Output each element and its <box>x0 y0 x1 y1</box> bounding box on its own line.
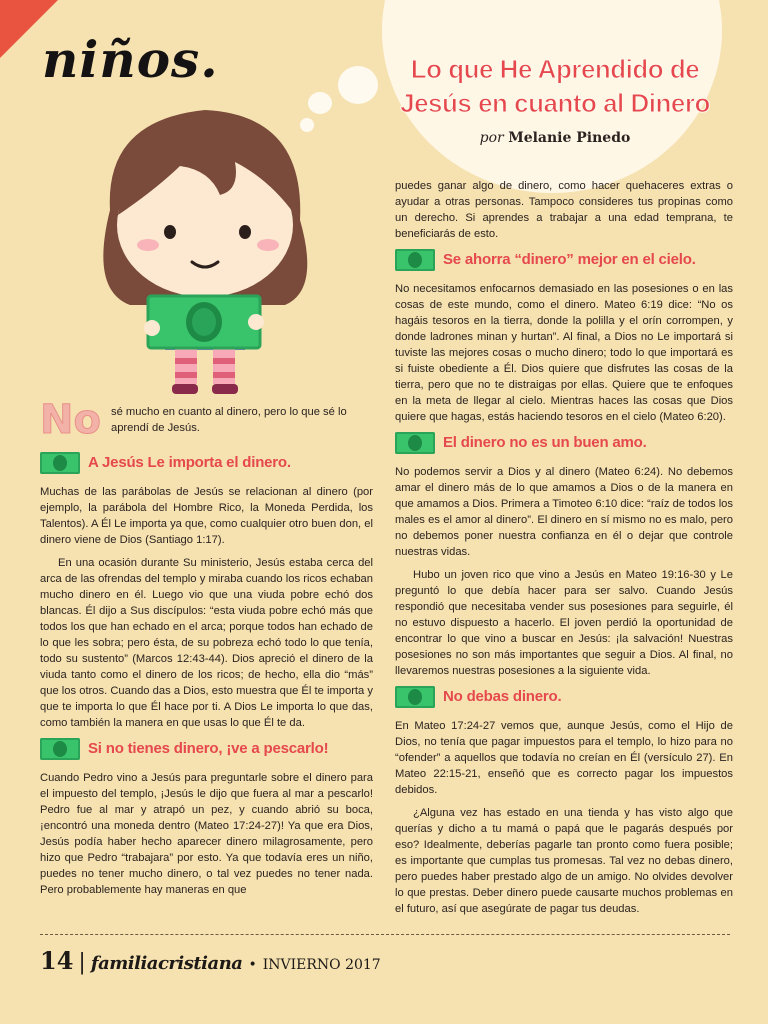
heading-1-text: A Jesús Le importa el dinero. <box>88 454 291 471</box>
issue-label: INVIERNO 2017 <box>262 957 381 973</box>
heading-5-text: No debas dinero. <box>443 688 562 705</box>
footer-dot: • <box>248 957 257 973</box>
paragraph: Muchas de las parábolas de Jesús se relacionan al dinero (por ejemplo, la parábola del Hombre Rico, la Moneda Perdida, los Talentos). A Él Le importa ya que, como cualquier otro buen don, el dinero viene de Dios (Santiago 1:17). <box>40 486 373 546</box>
byline <box>395 130 715 146</box>
paragraph: Cuando Pedro vino a Jesús para preguntarle sobre el dinero para el impuesto del templo, ¡Jesús le dijo que fuera al mar a pescarlo! Pedro fue al mar y atrapó un pez, y cuando abrió su boca, ¡encontró una moneda dentro (Mateo 17:24-27)! Ya que era Dios, Jesús podía haber hecho aparecer dinero milagrosamente, pero hizo que Pedro “trabajara” por esto. Ya que todavía eres un niño, puedes no tener mucho dinero, o tal vez puedes no tener nada. Pero probablemente hay maneras en que <box>40 772 373 896</box>
intro <box>40 397 373 443</box>
heading-2 <box>40 738 373 760</box>
dollar-bill-icon <box>40 738 80 760</box>
dropcap: No <box>40 397 101 443</box>
footer-divider <box>40 934 730 935</box>
dollar-bill-icon <box>395 686 435 708</box>
heading-4-text: El dinero no es un buen amo. <box>443 434 647 451</box>
paragraph: En una ocasión durante Su ministerio, Jesús estaba cerca del arca de las ofrendas del templo y miraba cuando los ricos echaban mucho dinero en él. Luego vio que una viuda pobre echó dos blancas. Él dijo a Sus discípulos: “esta viuda pobre echó más que todos los que han echado en el arca; porque todos han echado de lo que les sobra; pero ésta, de su pobreza echó todo lo que tenía, todo su sustento” (Marcos 12:43-44). Dios apreció el dinero de la viuda tanto como el dinero de los ricos; de hecho, ella dio “más” que los otros. Cuando das a Dios, esto muestra que Él te importa y que te importa lo que Él hace por ti. A Dios Le importa lo que das, como también la manera en que usas lo que Él te da. <box>40 557 373 729</box>
left-column <box>40 397 373 905</box>
article-title: Lo que He Aprendido de Jesús en cuanto al Dinero <box>400 54 710 118</box>
paragraph: ¿Alguna vez has estado en una tienda y has visto algo que querías y dicho a tu mamá o papá que le pagarás después por eso? Idealmente, deberías pagarle tan pronto como fuera posible; es importante que cumplas tus promesas. Tal vez no debas dinero, pero puedes haber prestado algo de un amigo. No olvides devolver lo que prestas. Deber dinero puede causarte muchos problemas en el futuro, así que asegúrate de pagar tus deudas. <box>395 807 733 915</box>
page-number: 14 <box>40 946 74 975</box>
dollar-bill-icon <box>40 452 80 474</box>
dollar-bill-icon <box>395 432 435 454</box>
heading-3 <box>395 249 733 271</box>
heading-3-text: Se ahorra “dinero” mejor en el cielo. <box>443 251 696 268</box>
heading-2-text: Si no tienes dinero, ¡ve a pescarlo! <box>88 740 329 757</box>
footer-separator: | <box>78 950 86 975</box>
right-column <box>395 178 733 924</box>
byline-prefix: por <box>479 130 504 146</box>
footer <box>40 946 381 975</box>
paragraph: Hubo un joven rico que vino a Jesús en Mateo 19:16-30 y Le preguntó lo que debía hacer para ser salvo. Cuando Jesús respondió que necesitaba vender sus posesiones para seguirle, él no estuvo dispuesto a hacerlo. El joven perdió la oportunidad de encontrar lo que vino a buscar en Jesús: ¡la salvación! Nuestras posesiones no son más importantes que seguir a Dios. Al final, no llevaremos nuestras posesiones a la siguiente vida. <box>395 569 733 677</box>
heading-4 <box>395 432 733 454</box>
dollar-bill-icon <box>395 249 435 271</box>
paragraph: puedes ganar algo de dinero, como hacer quehaceres extras o ayudar a otras personas. Tampoco consideres tus propinas como un derecho. Si aprendes a trabajar a una edad temprana, te beneficiarás de esto. <box>395 180 733 240</box>
heading-1 <box>40 452 373 474</box>
girl-illustration <box>60 100 360 400</box>
heading-5 <box>395 686 733 708</box>
paragraph: En Mateo 17:24-27 vemos que, aunque Jesús, como el Hijo de Dios, no tenía que pagar impuestos para el templo, lo hizo para no “ofender” a aquellos que todavía no creían en Él (versículo 27). En Mateo 22:15-21, enseñó que es correcto pagar los impuestos debidos. <box>395 720 733 796</box>
paragraph: No necesitamos enfocarnos demasiado en las posesiones o en las cosas de este mundo, como el dinero. Mateo 6:19 dice: “No os hagáis tesoros en la tierra, donde la polilla y el orín corrompen, y donde ladrones minan y hurtan”. Al final, a Dios no Le importará si tuviste las mejores cosas o mucho dinero; todo lo que importará es si fuiste obediente a Él. Dios quiere que disfrutes las cosas de la tierra, pero que no te distraigas por ellas. Quiere que te enfoques en la meta de llegar al cielo. Mientras haces las cosas que Dios quiere que hagas, estás haciendo tesoros en el cielo (Mateo 6:20). <box>395 283 733 423</box>
section-title: niños. <box>42 30 219 89</box>
thought-bubble-large <box>338 66 378 104</box>
paragraph: No podemos servir a Dios y al dinero (Mateo 6:24). No debemos amar el dinero más de lo que amamos a Dios o de la manera en que amamos a Dios. Primera a Timoteo 6:10 dice: “raíz de todos los males es el amor al dinero”. El dinero en sí mismo no es malo, pero no debemos poner nuestra confianza en él o dejar que controle nuestras vidas. <box>395 466 733 558</box>
magazine-name: familiacristiana <box>90 953 243 974</box>
intro-text: sé mucho en cuanto al dinero, pero lo que sé lo aprendí de Jesús. <box>110 406 347 434</box>
author-name: Melanie Pinedo <box>508 130 631 146</box>
